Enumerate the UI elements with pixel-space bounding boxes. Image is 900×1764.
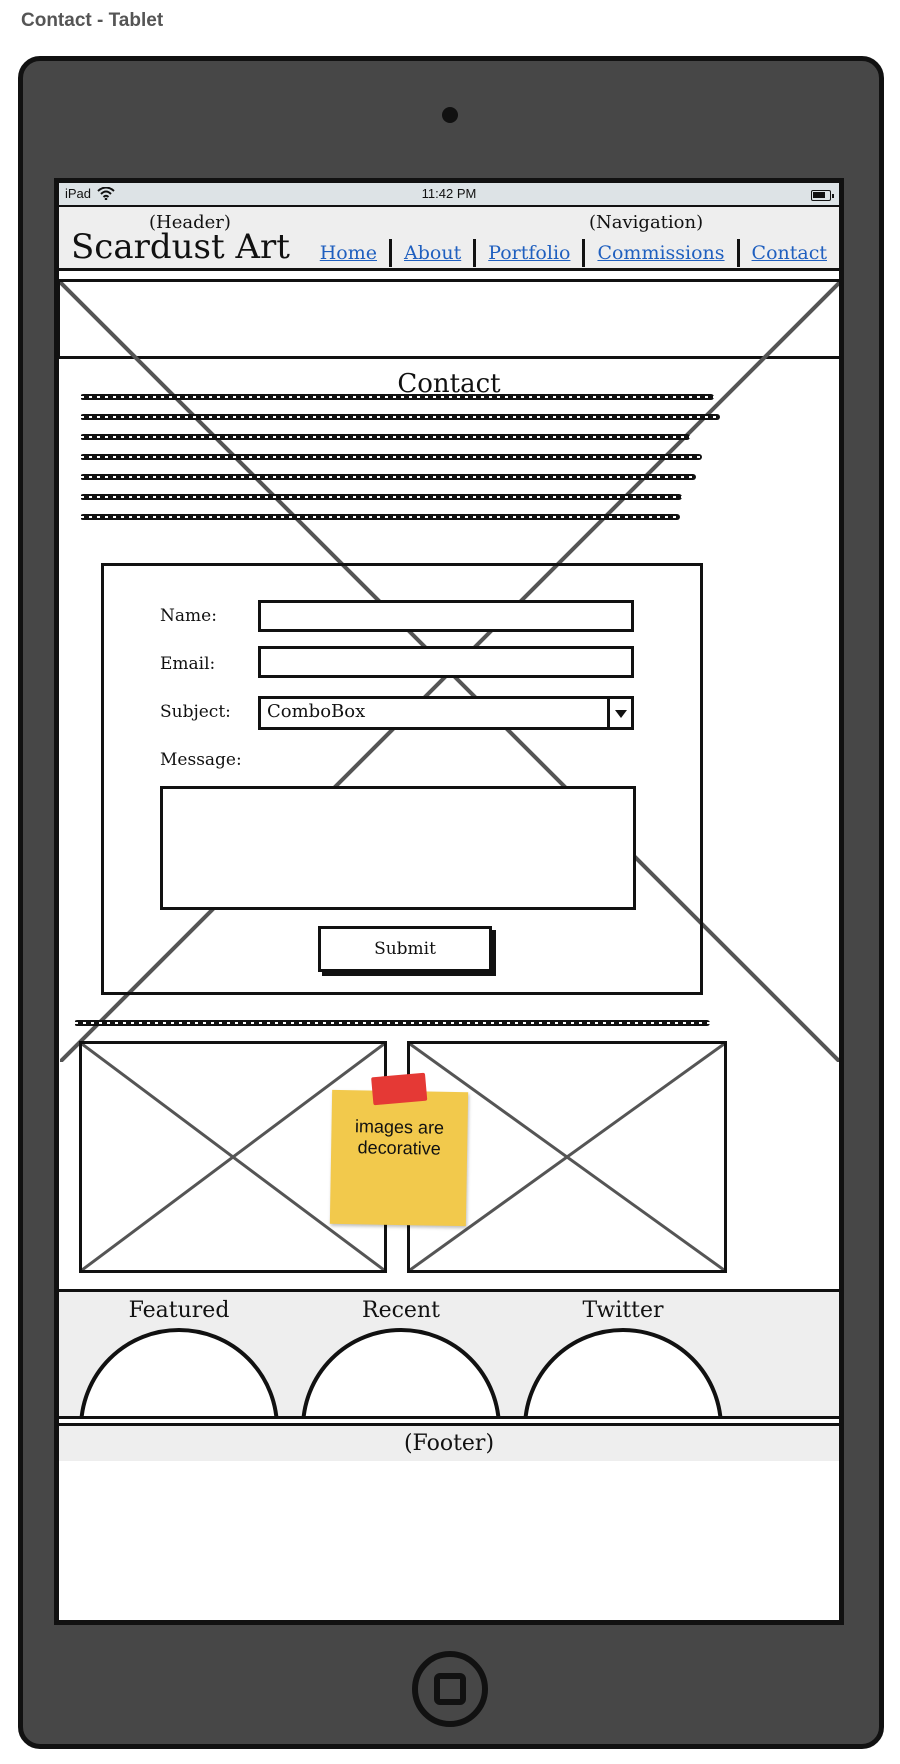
home-button[interactable] <box>412 1651 488 1727</box>
submit-button[interactable]: Submit <box>318 926 492 972</box>
tape-icon <box>371 1073 427 1106</box>
recent-image-placeholder[interactable] <box>301 1328 501 1419</box>
footer-widgets <box>59 1289 839 1419</box>
status-bar <box>59 183 839 207</box>
nav-divider <box>389 239 392 267</box>
message-textarea[interactable] <box>160 786 636 910</box>
subject-select-value: ComboBox <box>267 701 366 722</box>
status-time: 11:42 PM <box>421 186 477 201</box>
nav-link-home[interactable]: Home <box>319 242 378 264</box>
placeholder-text <box>81 391 721 531</box>
site-header <box>59 207 839 271</box>
device-label: iPad <box>65 186 92 201</box>
nav-link-commissions[interactable]: Commissions <box>597 242 725 264</box>
banner-image-placeholder <box>57 279 843 359</box>
widget-title-recent: Recent <box>362 1298 440 1323</box>
nav-divider <box>737 239 740 267</box>
tablet-screen <box>54 178 844 1625</box>
email-field[interactable] <box>258 646 634 678</box>
camera-icon <box>442 107 458 123</box>
widget-title-featured: Featured <box>128 1298 230 1323</box>
name-field[interactable] <box>258 600 634 632</box>
nav-divider <box>582 239 585 267</box>
sticky-note <box>330 1090 468 1226</box>
placeholder-text-line <box>75 1017 711 1029</box>
subject-label: Subject: <box>160 702 231 722</box>
site-footer: (Footer) <box>59 1423 839 1461</box>
nav-divider <box>473 239 476 267</box>
battery-icon <box>811 190 831 201</box>
sticky-note-text: images are decorative <box>354 1116 445 1159</box>
subject-select[interactable] <box>258 696 634 730</box>
email-label: Email: <box>160 654 216 674</box>
message-label: Message: <box>160 750 242 770</box>
chevron-down-icon[interactable] <box>607 699 631 727</box>
header-annotation: (Header) <box>149 212 231 233</box>
nav-link-portfolio[interactable]: Portfolio <box>488 242 571 264</box>
name-label: Name: <box>160 606 217 626</box>
contact-form <box>101 563 703 995</box>
page-label: Contact - Tablet <box>21 10 164 31</box>
home-button-icon <box>434 1673 466 1705</box>
navigation-annotation: (Navigation) <box>589 212 704 233</box>
featured-image-placeholder[interactable] <box>79 1328 279 1419</box>
nav-link-about[interactable]: About <box>404 242 462 264</box>
page-title: Contact <box>397 369 501 399</box>
widget-title-twitter: Twitter <box>582 1298 664 1323</box>
site-title[interactable]: Scardust Art <box>71 227 290 267</box>
nav-link-contact[interactable]: Contact <box>751 242 827 264</box>
main-navigation <box>320 239 827 267</box>
twitter-image-placeholder[interactable] <box>523 1328 723 1419</box>
